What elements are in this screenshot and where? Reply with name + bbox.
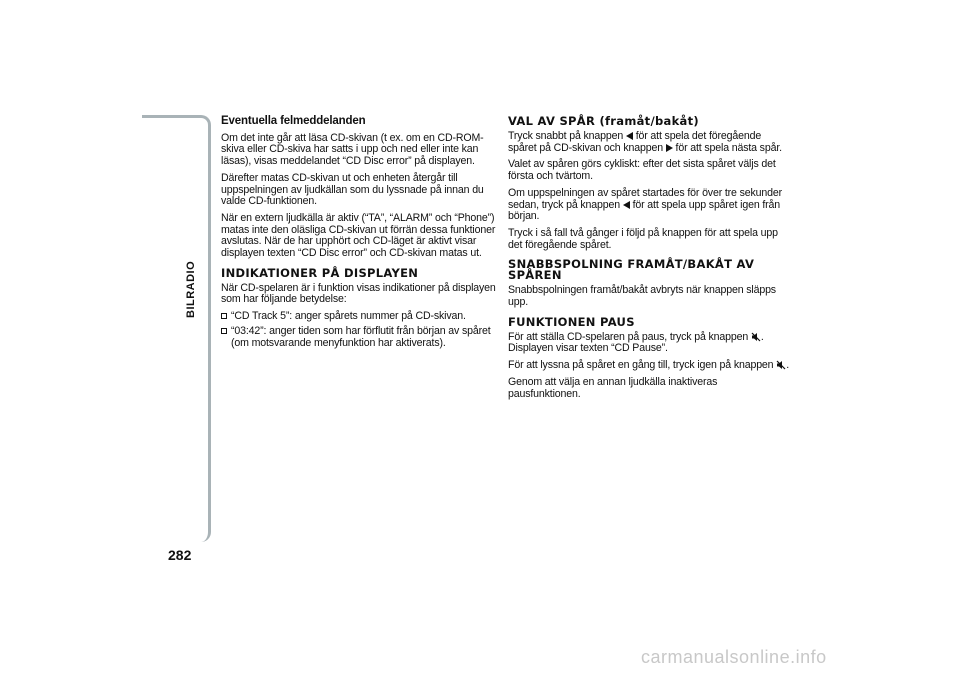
text: För att lyssna på spåret en gång till, tryck igen på knappen — [508, 359, 774, 372]
fast-forward-heading: SNABBSPOLNING FRAMÅT/BAKÅT AV SPÅREN — [508, 257, 755, 283]
list-item-text: “03:42”: anger tiden som har förflutit från början av spåret (om motsvarande menyfunktion har aktiverats). — [231, 324, 491, 349]
pause-paragraph-1 — [508, 332, 791, 355]
text: för att spela upp spåret igen från början. — [508, 198, 781, 223]
text: Tryck snabbt på knappen — [508, 130, 624, 142]
text: Om uppspelningen av spåret startades för över tre sekunder sedan, tryck på knappen — [508, 186, 782, 211]
track-heading: VAL AV SPÅR (framåt/bakåt) — [508, 114, 699, 128]
error-title: Eventuella felmeddelanden — [221, 115, 366, 127]
text: . — [760, 330, 764, 343]
list-item — [221, 326, 504, 349]
track-paragraph-4: Tryck i så fall två gånger i följd på knappen för att spela upp det föregående spåret. — [508, 226, 778, 251]
pause-paragraph-3: Genom att välja en annan ljudkälla inaktiveras pausfunktionen. — [508, 375, 718, 400]
text: för att spela det föregående spåret på CD-skivan och knappen — [508, 130, 762, 154]
track-paragraph-2: Valet av spåren görs cykliskt: efter det sista spåret väljs det första och tvärtom. — [508, 158, 776, 183]
track-paragraph-1 — [508, 131, 791, 154]
list-item-text: “CD Track 5”: anger spårets nummer på CD-skivan. — [231, 310, 466, 323]
pause-paragraph-2 — [508, 360, 791, 372]
watermark: carmanualsonline.info — [641, 647, 827, 667]
text: . — [786, 359, 790, 372]
text: för att spela nästa spår. — [675, 141, 782, 154]
fast-forward-paragraph: Snabbspolningen framåt/bakåt avbryts när knappen släpps upp. — [508, 284, 776, 309]
error-paragraph-1: Om det inte går att läsa CD-skivan (t ex. om en CD-ROM-skiva eller CD-skiva har satts i upp och ned eller inte kan läsas), visas meddelandet “CD Disc error” på displayen. — [221, 131, 484, 168]
display-list — [221, 311, 504, 349]
error-paragraph-2: Därefter matas CD-skivan ut och enheten återgår till uppspelningen av ljudkällan som du lyssnade på innan du valde CD-funktionen. — [221, 171, 484, 208]
pause-heading: FUNKTIONEN PAUS — [508, 314, 635, 329]
checkbox-bullet-icon — [221, 328, 227, 334]
mute-icon — [776, 360, 786, 370]
previous-track-icon — [623, 201, 630, 209]
right-column — [508, 116, 791, 405]
text: För att ställa CD-spelaren på paus, tryck på knappen — [508, 330, 749, 343]
track-paragraph-3 — [508, 188, 791, 223]
mute-icon — [751, 332, 761, 342]
checkbox-bullet-icon — [221, 313, 227, 319]
section-label: BILRADIO — [185, 260, 197, 318]
page-number: 282 — [168, 547, 192, 563]
sidebar-border — [142, 115, 211, 542]
text: Displayen visar texten “CD Pause”. — [508, 342, 668, 355]
display-intro: När CD-spelaren är i funktion visas indikationer på displayen som har följande betydelse: — [221, 281, 496, 306]
next-track-icon — [666, 144, 673, 152]
previous-track-icon — [626, 132, 633, 140]
list-item — [221, 311, 504, 323]
error-paragraph-3: När en extern ljudkälla är aktiv (“TA”, “ALARM” och “Phone”) matas inte den oläsliga CD-skivan ut förrän dessa funktioner avslutas. När de har upphört och CD-läget är aktivt visar displayen texten “CD Disc error” och CD-skivan matas ut. — [221, 211, 496, 260]
left-column — [221, 116, 504, 352]
display-heading: INDIKATIONER PÅ DISPLAYEN — [221, 265, 419, 280]
